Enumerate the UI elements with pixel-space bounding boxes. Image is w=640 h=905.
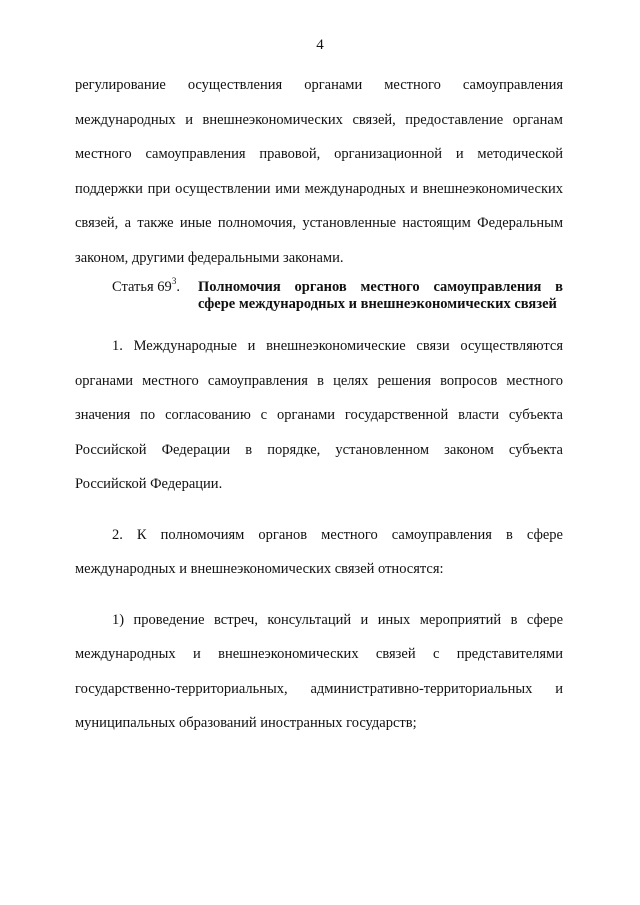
page-number: 4 — [316, 37, 324, 53]
paragraph-1: 1. Международные и внешнеэкономические связи осуществляются органами местного самоуправления в целях решения вопросов местного значения по согласованию с органами государственной власти субъекта Российской Федерации в порядке, установленном законом субъекта Российской Федерации. — [75, 338, 563, 492]
paragraph-2-item-1: 1) проведение встреч, консультаций и иных мероприятий в сфере международных и внешнеэкономических связей с представителями государственно-территориальных, административно-территориальных и муниципальных образований иностранных государств; — [75, 611, 563, 731]
article-heading — [75, 276, 563, 313]
intro-paragraph: регулирование осуществления органами местного самоуправления международных и внешнеэкономических связей, предоставление органам местного самоуправления правовой, организационной и методической поддержки при осуществлении ими международных и внешнеэкономических связей, а также иные полномочия, установленные настоящим Федеральным законом, другими федеральными законами. — [75, 77, 563, 266]
document-body — [75, 68, 563, 741]
article-number-superscript: 3 — [171, 276, 177, 286]
paragraph-2: 2. К полномочиям органов местного самоуправления в сфере международных и внешнеэкономических связей относятся: — [75, 526, 563, 577]
article-number-prefix: Статья 69 — [112, 279, 172, 295]
article-number — [112, 276, 198, 313]
article-number-suffix: . — [176, 279, 180, 295]
article-title: Полномочия органов местного самоуправления в сфере международных и внешнеэкономических связей — [198, 279, 563, 312]
